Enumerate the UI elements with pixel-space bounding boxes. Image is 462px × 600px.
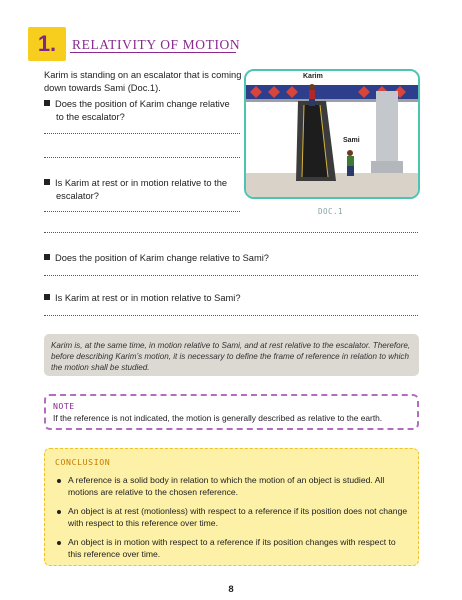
question-2-line-2: escalator? [56,190,99,201]
question-1-line-1: Does the position of Karim change relative [55,99,230,109]
figure-label-karim: Karim [303,73,323,80]
question-2-line-1: Is Karim at rest or in motion relative to the [55,178,228,188]
question-4-line-1: Is Karim at rest or in motion relative to Sami? [55,293,241,303]
question-1 [44,98,244,123]
question-3 [44,252,414,265]
question-2 [44,177,244,202]
question-4 [44,292,414,305]
answer-line[interactable] [44,232,418,233]
question-3-line-1: Does the position of Karim change relative to Sami? [55,253,269,263]
figure-caption: DOC.1 [318,207,344,216]
answer-line[interactable] [44,133,240,134]
conclusion-title: CONCLUSION [55,457,111,467]
answer-line[interactable] [44,315,418,316]
conclusion-item: A reference is a solid body in relation to which the motion of an object is studied. All motions are relative to the chosen reference. [55,475,408,498]
conclusion-item: An object is at rest (motionless) with respect to a reference if its position does not change with respect to this reference over time. [55,506,408,529]
answer-line[interactable] [44,211,240,212]
square-bullet-icon [44,100,50,106]
figure-label-sami: Sami [343,137,360,144]
title-underline [70,52,236,53]
section-title: RELATIVITY OF MOTION [72,37,241,52]
page-number: 8 [228,584,234,595]
note-box [44,394,419,430]
escalator-scene-svg [246,71,418,197]
answer-line[interactable] [44,275,418,276]
section-number-badge: 1. [28,27,66,61]
note-text: If the reference is not indicated, the motion is generally described as relative to the earth. [53,413,383,423]
escalator-illustration [244,69,420,199]
conclusion-item: An object is in motion with respect to a reference if its position changes with respect to this reference over time. [55,537,408,560]
info-box: Karim is, at the same time, in motion relative to Sami, and at rest relative to the escalator. Therefore, before describing Karim’s motion, it is necessary to define the frame of reference in relation to which the motion shall be studied. [44,334,419,376]
square-bullet-icon [44,179,50,185]
note-title: NOTE [53,401,75,411]
intro-paragraph: Karim is standing on an escalator that is coming down towards Sami (Doc.1). [44,70,242,93]
conclusion-box [44,448,419,566]
square-bullet-icon [44,254,50,260]
square-bullet-icon [44,294,50,300]
answer-line[interactable] [44,157,240,158]
question-1-line-2: to the escalator? [56,111,125,122]
